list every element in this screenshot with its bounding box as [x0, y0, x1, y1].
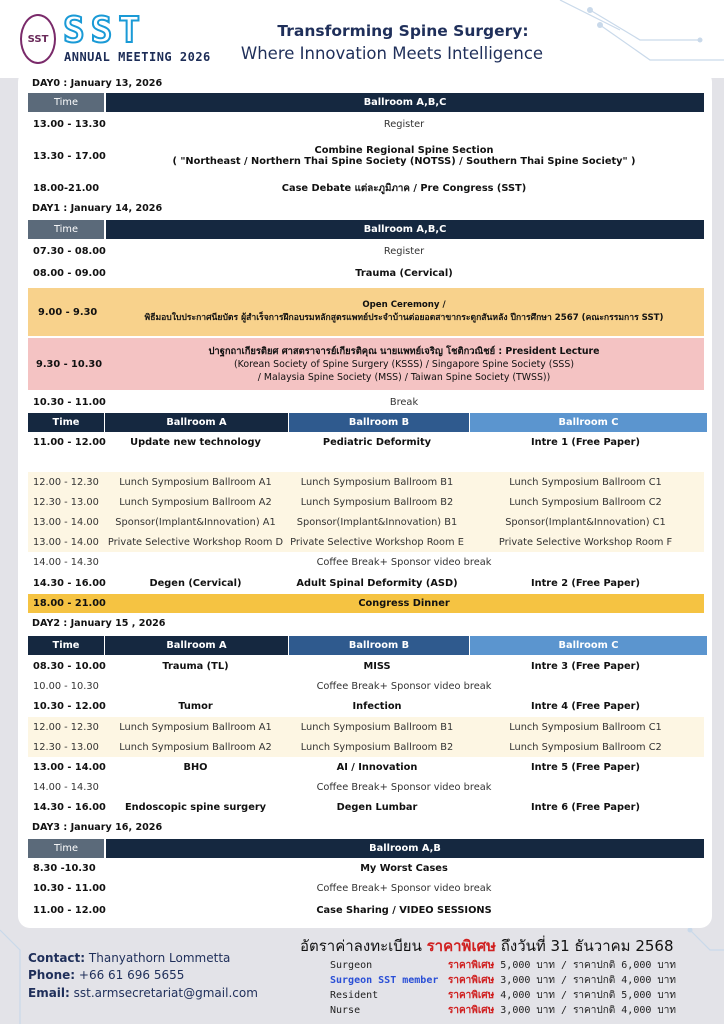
time-header: Time [28, 220, 104, 239]
ballroom-a-session: Sponsor(Implant&Innovation) A1 [115, 516, 276, 528]
contact-name: Thanyathorn Lommetta [88, 951, 231, 965]
ballroom-b-session: Lunch Symposium Ballroom B2 [300, 496, 454, 508]
ballroom-b-session: Lunch Symposium Ballroom B1 [300, 721, 454, 733]
fee-category: Resident [330, 990, 379, 1001]
table-row [28, 433, 704, 451]
email-line [28, 986, 258, 1000]
annual-meeting-label: ANNUAL MEETING 2026 [64, 50, 211, 64]
table-row [28, 901, 704, 920]
row-session [104, 145, 704, 167]
row-time: 12.00 - 12.30 [33, 476, 99, 488]
fee-category: Surgeon [330, 960, 373, 971]
fee-special-label: ราคาพิเศษ [448, 1005, 495, 1016]
row-time: 9.00 - 9.30 [38, 306, 98, 318]
row-time: 10.30 - 12.00 [33, 701, 106, 712]
ballroom-a-session: Degen (Cervical) [149, 577, 242, 589]
fee-normal-price: 4,000 บาท [621, 975, 676, 986]
fee-row [330, 988, 676, 1003]
table-row [28, 677, 704, 696]
fee-normal-price: 6,000 บาท [621, 960, 676, 971]
phone-number[interactable]: +66 61 696 5655 [78, 968, 185, 982]
day1-header-row [28, 220, 704, 239]
table-row-ceremony [28, 288, 704, 336]
row-time: 18.00 - 21.00 [33, 598, 106, 609]
fee-normal-price: 5,000 บาท [621, 990, 676, 1001]
ballroom-a-session: Lunch Symposium Ballroom A2 [119, 741, 272, 753]
row-session [104, 345, 704, 384]
fee-row [330, 958, 676, 973]
ballroom-b-session: Sponsor(Implant&Innovation) B1 [296, 516, 458, 528]
ballroom-b-session: Lunch Symposium Ballroom B2 [300, 741, 454, 753]
row-time: 8.30 -10.30 [33, 863, 96, 874]
ballroom-c-header: Ballroom C [470, 413, 707, 432]
ballroom-c-session: Lunch Symposium Ballroom C1 [509, 476, 662, 488]
ballroom-abc-header: Ballroom A,B,C [106, 93, 704, 112]
row-time: 11.00 - 12.00 [33, 436, 106, 448]
row-time: 9.30 - 10.30 [36, 358, 103, 370]
row-time: 14.30 - 16.00 [33, 577, 106, 589]
table-row [28, 114, 704, 134]
ballroom-c-session: Lunch Symposium Ballroom C2 [509, 496, 662, 508]
row-session: Coffee Break+ Sponsor video break [316, 681, 492, 692]
row-time: 08.30 - 10.00 [33, 660, 106, 672]
ballroom-b-header: Ballroom B [289, 636, 469, 655]
fee-category: Surgeon SST member [330, 975, 439, 986]
table-row-dinner [28, 594, 704, 613]
row-session: Coffee Break+ Sponsor video break [316, 883, 492, 894]
day2-label: DAY2 : January 15 , 2026 [32, 618, 166, 629]
ballroom-c-header: Ballroom C [470, 636, 707, 655]
row-time: 14.00 - 14.30 [33, 782, 99, 793]
fee-normal-label: ราคาปกติ [573, 990, 616, 1001]
row-time: 18.00-21.00 [33, 182, 100, 194]
row-time: 10.00 - 10.30 [33, 681, 99, 692]
day3-label: DAY3 : January 16, 2026 [32, 822, 163, 833]
fee-title-special: ราคาพิเศษ [426, 937, 496, 955]
lunch-row [28, 717, 704, 737]
session-line: / Malaysia Spine Society (MSS) / Taiwan Spine Society (TWSS)) [257, 371, 551, 383]
table-row [28, 758, 704, 777]
email-link[interactable]: sst.armsecretariat@gmail.com [73, 986, 258, 1000]
email-label: Email: [28, 986, 70, 1000]
ballroom-c-session: Sponsor(Implant&Innovation) C1 [505, 516, 666, 528]
ballroom-c-session: Intre 2 (Free Paper) [531, 577, 640, 589]
ballroom-b-session: Private Selective Workshop Room E [290, 536, 464, 548]
fee-title-deadline: ถึงวันที่ 31 ธันวาคม 2568 [500, 937, 674, 955]
ballroom-c-session: Intre 3 (Free Paper) [531, 660, 640, 672]
contact-line [28, 951, 230, 965]
ballroom-a-session: Update new technology [130, 436, 261, 448]
row-time: 13.30 - 17.00 [33, 150, 106, 162]
fee-title [300, 934, 674, 958]
ballroom-c-session: Intre 4 (Free Paper) [531, 701, 640, 712]
ballroom-a-session: Endoscopic spine surgery [124, 802, 267, 813]
fee-separator: / [561, 990, 568, 1001]
ballroom-b-session: Degen Lumbar [336, 802, 418, 813]
fee-normal-label: ราคาปกติ [573, 1005, 616, 1016]
table-row [28, 697, 704, 716]
row-time: 14.30 - 16.00 [33, 802, 106, 813]
fee-special-price: 5,000 บาท [500, 960, 555, 971]
row-time: 11.00 - 12.00 [33, 905, 106, 916]
row-session: Trauma (Cervical) [355, 267, 453, 279]
ballroom-b-session: Pediatric Deformity [322, 436, 432, 448]
row-time: 13.00 - 14.00 [33, 516, 99, 528]
day1-label: DAY1 : January 14, 2026 [32, 203, 163, 214]
session-line: พิธีมอบใบประกาศนียบัตร ผู้สำเร็จการฝึกอบรมหลักสูตรแพทย์ประจำบ้านต่อยอดสาขากระดูกสันหลัง ปีการศึกษา 2567 (คณะกรรมการ SST) [144, 313, 664, 323]
ballroom-c-session: Intre 1 (Free Paper) [531, 436, 640, 448]
table-row [28, 138, 704, 174]
fee-separator: / [561, 1005, 568, 1016]
row-session: Register [383, 118, 425, 130]
table-row [28, 859, 704, 878]
fee-separator: / [561, 960, 568, 971]
ballroom-a-session: Tumor [178, 701, 213, 712]
row-time: 13.00 - 14.00 [33, 536, 99, 548]
row-time: 13.00 - 14.00 [33, 762, 106, 773]
time-header: Time [28, 636, 104, 655]
fee-title-text: อัตราค่าลงทะเบียน [300, 937, 422, 955]
row-time: 07.30 - 08.00 [33, 245, 106, 257]
ballroom-a-header: Ballroom A [105, 636, 288, 655]
ballroom-c-session: Private Selective Workshop Room F [498, 536, 673, 548]
row-session: Congress Dinner [358, 598, 450, 609]
row-time: 12.00 - 12.30 [33, 721, 99, 733]
row-time: 14.00 - 14.30 [33, 557, 99, 568]
row-session: Coffee Break+ Sponsor video break [316, 782, 492, 793]
ballroom-b-session: Adult Spinal Deformity (ASD) [296, 577, 458, 589]
lunch-row [28, 737, 704, 757]
phone-line [28, 968, 184, 982]
table-row [28, 879, 704, 898]
ballroom-a-session: Lunch Symposium Ballroom A1 [119, 721, 272, 733]
table-row [28, 798, 704, 817]
ballroom-b-session: Infection [352, 701, 402, 712]
ballroom-a-header: Ballroom A [105, 413, 288, 432]
row-time: 10.30 - 11.00 [33, 396, 106, 408]
fee-separator: / [561, 975, 568, 986]
row-session: Register [383, 245, 425, 257]
ballroom-a-session: BHO [183, 762, 208, 773]
fee-special-label: ราคาพิเศษ [448, 990, 495, 1001]
fee-row [330, 1003, 676, 1018]
ballroom-b-session: Lunch Symposium Ballroom B1 [300, 476, 454, 488]
lunch-row [28, 512, 704, 532]
row-time: 12.30 - 13.00 [33, 741, 99, 753]
phone-label: Phone: [28, 968, 76, 982]
fee-normal-label: ราคาปกติ [573, 960, 616, 971]
sst-logo: SST [63, 10, 147, 51]
table-row [28, 778, 704, 797]
ballroom-a-session: Trauma (TL) [162, 660, 229, 672]
table-row [28, 553, 704, 572]
ballroom-abc-header: Ballroom A,B,C [106, 220, 704, 239]
fee-special-price: 3,000 บาท [500, 1005, 555, 1016]
day3-header-row [28, 839, 704, 858]
fee-special-price: 4,000 บาท [500, 990, 555, 1001]
ballroom-a-session: Lunch Symposium Ballroom A2 [119, 496, 272, 508]
seal-text: SST [27, 33, 49, 45]
session-line: ( "Northeast / Northern Thai Spine Society (NOTSS) / Southern Thai Spine Society" ) [172, 156, 636, 167]
row-session: Case Debate แต่ละภูมิภาค / Pre Congress (SST) [281, 182, 527, 194]
ballroom-c-session: Lunch Symposium Ballroom C2 [509, 741, 662, 753]
row-session: Coffee Break+ Sponsor video break [316, 557, 492, 568]
lunch-row [28, 472, 704, 492]
row-time: 10.30 - 11.00 [33, 883, 106, 894]
ballroom-b-session: MISS [363, 660, 391, 672]
fee-row [330, 973, 676, 988]
day2-ballroom-header-row [28, 636, 704, 655]
row-session: Case Sharing / VIDEO SESSIONS [316, 905, 492, 916]
session-line: Open Ceremony / [362, 300, 446, 310]
ballroom-c-session: Lunch Symposium Ballroom C1 [509, 721, 662, 733]
row-session: Break [389, 396, 419, 408]
row-time: 12.30 - 13.00 [33, 496, 99, 508]
table-row [28, 393, 704, 411]
ballroom-c-session: Intre 6 (Free Paper) [531, 802, 640, 813]
fee-special-price: 3,000 บาท [500, 975, 555, 986]
row-time: 13.00 - 13.30 [33, 118, 106, 130]
day0-label: DAY0 : January 13, 2026 [32, 78, 163, 89]
society-seal-logo [20, 14, 56, 64]
fee-normal-price: 4,000 บาท [621, 1005, 676, 1016]
table-row [28, 241, 704, 261]
session-line: (Korean Society of Spine Surgery (KSSS) / Singapore Spine Society (SSS) [234, 358, 574, 370]
ballroom-b-header: Ballroom B [289, 413, 469, 432]
table-row [28, 656, 704, 676]
time-header: Time [28, 413, 104, 432]
lunch-row [28, 492, 704, 512]
time-header: Time [28, 839, 104, 858]
fee-special-label: ราคาพิเศษ [448, 960, 495, 971]
ballroom-a-session: Private Selective Workshop Room D [107, 536, 284, 548]
page-title: Transforming Spine Surgery: [277, 22, 529, 40]
day1-ballroom-header-row [28, 413, 704, 432]
table-row [28, 178, 704, 198]
table-row [28, 573, 704, 593]
fee-normal-label: ราคาปกติ [573, 975, 616, 986]
session-line: Combine Regional Spine Section [314, 145, 494, 156]
page-subtitle: Where Innovation Meets Intelligence [240, 44, 544, 63]
ballroom-c-session: Intre 5 (Free Paper) [531, 762, 640, 773]
contact-label: Contact: [28, 951, 86, 965]
table-row-lecture [28, 338, 704, 390]
row-session [104, 300, 704, 324]
fee-category: Nurse [330, 1005, 361, 1016]
table-row [28, 263, 704, 283]
day0-header-row [28, 93, 704, 112]
ballroom-ab-header: Ballroom A,B [106, 839, 704, 858]
row-time: 08.00 - 09.00 [33, 267, 106, 279]
session-line: ปาฐกถาเกียรติยศ ศาสตราจารย์เกียรติคุณ นายแพทย์เจริญ โชติกวณิชย์ : President Lecture [208, 345, 600, 357]
ballroom-b-session: AI / Innovation [336, 762, 418, 773]
fee-special-label: ราคาพิเศษ [448, 975, 495, 986]
lunch-row [28, 532, 704, 552]
ballroom-a-session: Lunch Symposium Ballroom A1 [119, 476, 272, 488]
time-header: Time [28, 93, 104, 112]
row-session: My Worst Cases [360, 863, 448, 874]
